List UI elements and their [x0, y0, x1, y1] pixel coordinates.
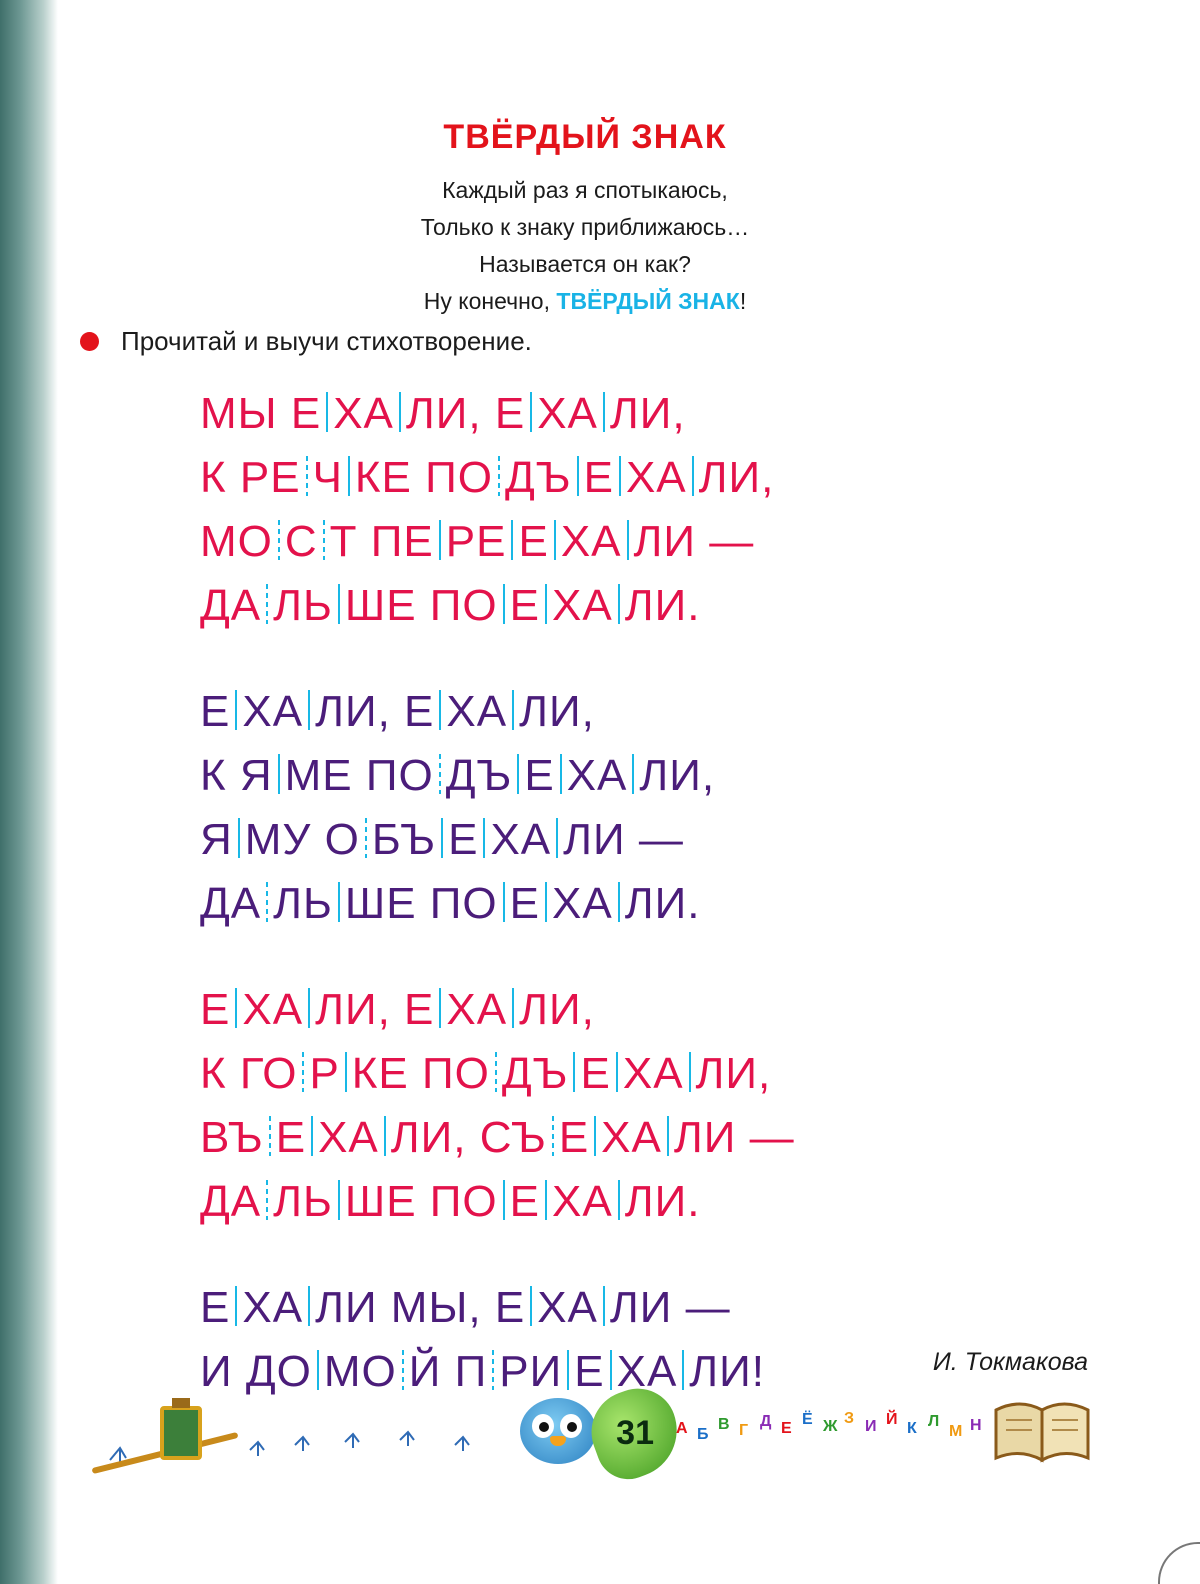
syllable: Й П [408, 1347, 488, 1396]
syllable-divider [439, 520, 441, 560]
dashed-syllable-divider [302, 1052, 304, 1092]
syllable: К Я [200, 751, 273, 800]
poem-line [200, 574, 795, 638]
poem-line [200, 680, 795, 744]
syllable-divider [308, 1286, 310, 1326]
syllable: ХА [446, 687, 508, 736]
alphabet-letter: Ё [802, 1410, 813, 1428]
syllable: ДА [200, 879, 262, 928]
alphabet-letter: Г [739, 1422, 749, 1440]
syllable: ЛИ — [563, 815, 684, 864]
syllable: ЛИ, [695, 1049, 772, 1098]
bullet-icon [80, 332, 99, 351]
syllable-divider [345, 1052, 347, 1092]
syllable: БЪ [371, 815, 437, 864]
dashed-syllable-divider [498, 456, 500, 496]
syllable: ХА [537, 389, 598, 438]
dashed-syllable-divider [269, 1116, 271, 1156]
riddle-answer-highlight: ТВЁРДЫЙ ЗНАК [556, 288, 740, 314]
syllable: Е [200, 687, 231, 736]
syllable: Е [200, 1283, 231, 1332]
syllable: ХА [625, 453, 687, 502]
syllable: ЛИ, СЪ [390, 1113, 547, 1162]
syllable: С [284, 517, 318, 566]
open-book-icon [992, 1390, 1092, 1464]
syllable-divider [235, 988, 237, 1028]
syllable-divider [511, 520, 513, 560]
syllable: И ДО [200, 1347, 312, 1396]
syllable: ХА [490, 815, 552, 864]
syllable: ДЪ [501, 1049, 569, 1098]
syllable-divider [399, 392, 401, 432]
alphabet-letter: Н [970, 1416, 982, 1434]
syllable-divider [235, 1286, 237, 1326]
syllable-divider [530, 392, 532, 432]
syllable: Е [580, 1049, 611, 1098]
syllable: Е [509, 581, 541, 630]
syllable-divider [308, 988, 310, 1028]
syllable-divider [441, 818, 443, 858]
syllable-divider [348, 456, 350, 496]
syllable-divider [627, 520, 629, 560]
syllable-divider [618, 584, 620, 624]
poem-line [200, 510, 795, 574]
stanza-gap [200, 638, 795, 680]
syllable-divider [512, 988, 514, 1028]
syllable-divider [556, 818, 558, 858]
poem-line [200, 382, 795, 446]
bird-eye [532, 1414, 554, 1438]
syllable: ХА [242, 985, 304, 1034]
syllable-divider [573, 1052, 575, 1092]
syllable: Р [309, 1049, 340, 1098]
syllable-divider [503, 1180, 505, 1220]
syllable: Е [509, 879, 541, 928]
syllable-divider [632, 754, 634, 794]
syllable-divider [503, 584, 505, 624]
syllable: ЛИ, Е [315, 985, 435, 1034]
syllable: ХА [333, 389, 394, 438]
syllable: Т ПЕ [329, 517, 434, 566]
syllable: Е [574, 1347, 605, 1396]
task-text: Прочитай и выучи стихотворение. [121, 326, 532, 356]
syllable: РИ [499, 1347, 563, 1396]
syllable: ДЪ [504, 453, 572, 502]
syllable-divider [616, 1052, 618, 1092]
syllable: ХА [601, 1113, 662, 1162]
syllable: ХА [318, 1113, 379, 1162]
syllable: ХА [552, 879, 613, 928]
syllable: Е [558, 1113, 590, 1162]
syllable-divider [338, 584, 340, 624]
syllable: ХА [560, 517, 622, 566]
alphabet-letter: Й [886, 1410, 898, 1428]
syllable: ХА [616, 1347, 678, 1396]
syllable-divider [338, 1180, 340, 1220]
syllable-divider [384, 1116, 386, 1156]
stanza-gap [200, 1234, 795, 1276]
syllable: Е [518, 517, 549, 566]
syllable-divider [618, 1180, 620, 1220]
alphabet-letter: Б [697, 1425, 709, 1443]
page-number-badge [580, 1378, 690, 1488]
page-footer-decoration [80, 1380, 1120, 1490]
syllable-divider [517, 754, 519, 794]
dashed-syllable-divider [365, 818, 367, 858]
dashed-syllable-divider [266, 1180, 268, 1220]
syllable: МЕ ПО [284, 751, 434, 800]
syllable: РЕ [445, 517, 507, 566]
syllable: ЛИ — [633, 517, 755, 566]
syllable: ЛИ, [609, 389, 686, 438]
syllable: ЛИ — [609, 1283, 731, 1332]
dashed-syllable-divider [439, 754, 441, 794]
alphabet-letter: К [907, 1420, 917, 1438]
alphabet-letter: Л [928, 1413, 940, 1431]
syllable-divider [577, 456, 579, 496]
syllable-divider [619, 456, 621, 496]
alphabet-letter: И [865, 1418, 877, 1436]
syllable-divider [545, 882, 547, 922]
syllable: ЛИ, [698, 453, 775, 502]
riddle-line-suffix: ! [739, 288, 747, 314]
poem-line [200, 872, 795, 936]
syllable: ДЪ [445, 751, 513, 800]
poem-line [200, 744, 795, 808]
inkpot-icon [160, 1406, 202, 1460]
syllable: МЫ Е [200, 389, 322, 438]
syllable-divider [338, 882, 340, 922]
dashed-syllable-divider [495, 1052, 497, 1092]
syllable: К ГО [200, 1049, 298, 1098]
syllable: ЛИ, [519, 687, 595, 736]
syllable: ЛИ. [624, 1177, 701, 1226]
riddle-verse [0, 172, 1170, 320]
poem-line [200, 446, 795, 510]
syllable-divider [594, 1116, 596, 1156]
alphabet-letter: Е [781, 1419, 792, 1437]
syllable-divider [503, 882, 505, 922]
riddle-line: Только к знаку приближаюсь… [420, 214, 750, 240]
dashed-syllable-divider [552, 1116, 554, 1156]
syllable: МО [323, 1347, 397, 1396]
poem-line [200, 1170, 795, 1234]
syllable: МО [200, 517, 273, 566]
bird-eye [560, 1414, 582, 1438]
syllable: ЛИ, Е [405, 389, 526, 438]
syllable: МУ О [244, 815, 360, 864]
stanza-gap [200, 936, 795, 978]
syllable: ШЕ ПО [344, 1177, 498, 1226]
syllable-divider [692, 456, 694, 496]
open-book-drawing [992, 1390, 1092, 1464]
poem-line [200, 1106, 795, 1170]
syllable: ХА [537, 1283, 598, 1332]
alphabet-letter: З [844, 1410, 855, 1427]
alphabet-letter: Ж [823, 1418, 838, 1436]
riddle-line: Каждый раз я спотыкаюсь, [442, 177, 728, 203]
syllable-poem [200, 382, 795, 1404]
syllable: ЛИ — [673, 1113, 795, 1162]
syllable-divider [618, 882, 620, 922]
riddle-line: Называется он как? [479, 251, 691, 277]
syllable: Е [524, 751, 555, 800]
syllable-divider [689, 1052, 691, 1092]
syllable: ЛИ. [624, 581, 701, 630]
dashed-syllable-divider [266, 584, 268, 624]
alphabet-letter: А [676, 1420, 688, 1437]
syllable: ЛЬ [273, 1177, 333, 1226]
syllable: ХА [446, 985, 508, 1034]
syllable: ХА [242, 687, 304, 736]
alphabet-letter: М [949, 1423, 963, 1441]
syllable-divider [308, 690, 310, 730]
bird-icon [520, 1398, 596, 1464]
syllable: КЕ ПО [354, 453, 493, 502]
syllable: ШЕ ПО [344, 879, 498, 928]
syllable: ЛИ. [624, 879, 701, 928]
syllable-divider [603, 392, 605, 432]
syllable: Я [200, 815, 233, 864]
syllable: Е [275, 1113, 307, 1162]
syllable: Е [200, 985, 231, 1034]
syllable: ДА [200, 581, 262, 630]
syllable: ЛИ, [639, 751, 716, 800]
alphabet-letter: Д [760, 1412, 772, 1430]
syllable: К РЕ [200, 453, 301, 502]
syllable: ХА [566, 751, 628, 800]
syllable: ЛИ, [519, 985, 595, 1034]
poem-line [200, 978, 795, 1042]
syllable-divider [667, 1116, 669, 1156]
bird-beak [550, 1436, 566, 1446]
dashed-syllable-divider [278, 520, 280, 560]
syllable-divider [545, 584, 547, 624]
task-instruction [80, 326, 532, 357]
syllable: КЕ ПО [351, 1049, 490, 1098]
syllable: ЛИ, Е [315, 687, 435, 736]
syllable: ЛИ! [689, 1347, 766, 1396]
syllable-divider [554, 520, 556, 560]
poem-line [200, 1276, 795, 1340]
syllable-divider [278, 754, 280, 794]
syllable: Ч [312, 453, 343, 502]
syllable: ЛЬ [273, 581, 333, 630]
syllable-divider [530, 1286, 532, 1326]
syllable: Е [448, 815, 479, 864]
syllable-divider [235, 690, 237, 730]
syllable-divider [311, 1116, 313, 1156]
alphabet-letter: В [718, 1416, 730, 1434]
syllable-divider [512, 690, 514, 730]
syllable: Е [509, 1177, 541, 1226]
alphabet-strip [676, 1390, 1006, 1470]
riddle-line [0, 283, 1170, 320]
syllable-divider [603, 1286, 605, 1326]
dashed-syllable-divider [323, 520, 325, 560]
syllable: ВЪ [200, 1113, 264, 1162]
page-curl [1158, 1542, 1200, 1584]
syllable-divider [483, 818, 485, 858]
poem-author: И. Токмакова [932, 1348, 1088, 1376]
syllable-divider [439, 988, 441, 1028]
syllable-divider [545, 1180, 547, 1220]
riddle-line-prefix: Ну конечно, [423, 288, 557, 314]
syllable-divider [238, 818, 240, 858]
syllable-divider [326, 392, 328, 432]
page-number: 31 [616, 1413, 654, 1452]
syllable: ЛЬ [273, 879, 333, 928]
syllable-divider [439, 690, 441, 730]
syllable: ДА [200, 1177, 262, 1226]
syllable: ХА [242, 1283, 304, 1332]
poem-line [200, 1042, 795, 1106]
syllable: ШЕ ПО [344, 581, 498, 630]
syllable: Е [583, 453, 614, 502]
dashed-syllable-divider [306, 456, 308, 496]
syllable: ХА [552, 581, 613, 630]
syllable-divider [560, 754, 562, 794]
syllable: ХА [622, 1049, 684, 1098]
dashed-syllable-divider [266, 882, 268, 922]
poem-line [200, 808, 795, 872]
page-title: ТВЁРДЫЙ ЗНАК [443, 118, 727, 156]
syllable: ХА [552, 1177, 613, 1226]
syllable: ЛИ МЫ, Е [315, 1283, 526, 1332]
